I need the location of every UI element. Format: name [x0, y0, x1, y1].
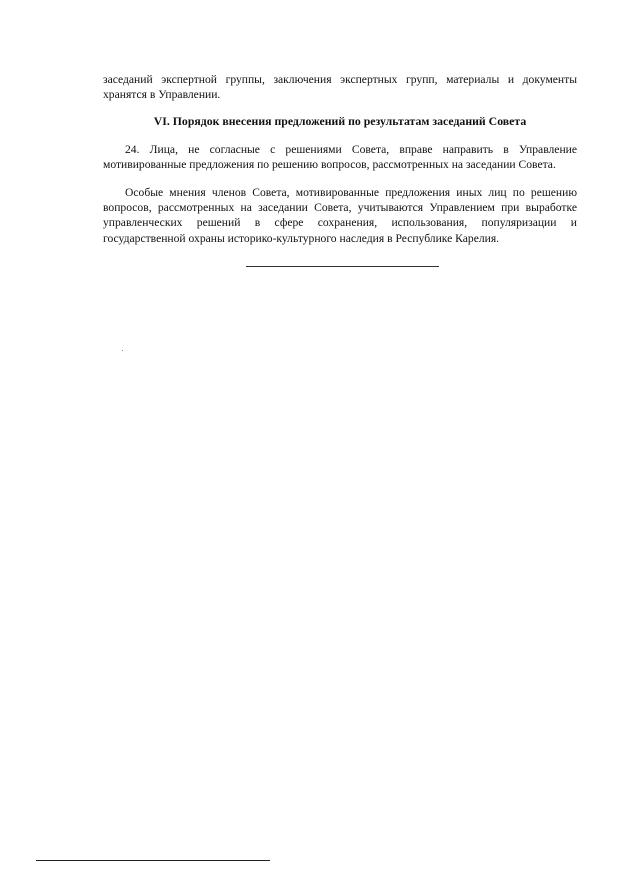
- paragraph-24: 24. Лица, не согласные с решениями Совета, вправе направить в Управление мотивированные предложения по решению вопросов, рассмотренных на заседании Совета.: [103, 143, 577, 172]
- continuation-paragraph: заседаний экспертной группы, заключения экспертных групп, материалы и документы хранятся в Управлении.: [103, 73, 577, 102]
- paragraph-special-opinions: Особые мнения членов Совета, мотивированные предложения иных лиц по решению вопросов, рассмотренных на заседании Совета, учитываются Управлением при выработке управленческих решений в сфере сохранения, использования, популяризации и государственной охраны историко-культурного наследия в Республике Карелия.: [103, 186, 577, 245]
- bottom-edge-rule: [36, 860, 270, 861]
- section-heading: VI. Порядок внесения предложений по результатам заседаний Совета: [153, 114, 527, 128]
- end-separator-line: [246, 266, 439, 267]
- scan-speck: [122, 350, 123, 351]
